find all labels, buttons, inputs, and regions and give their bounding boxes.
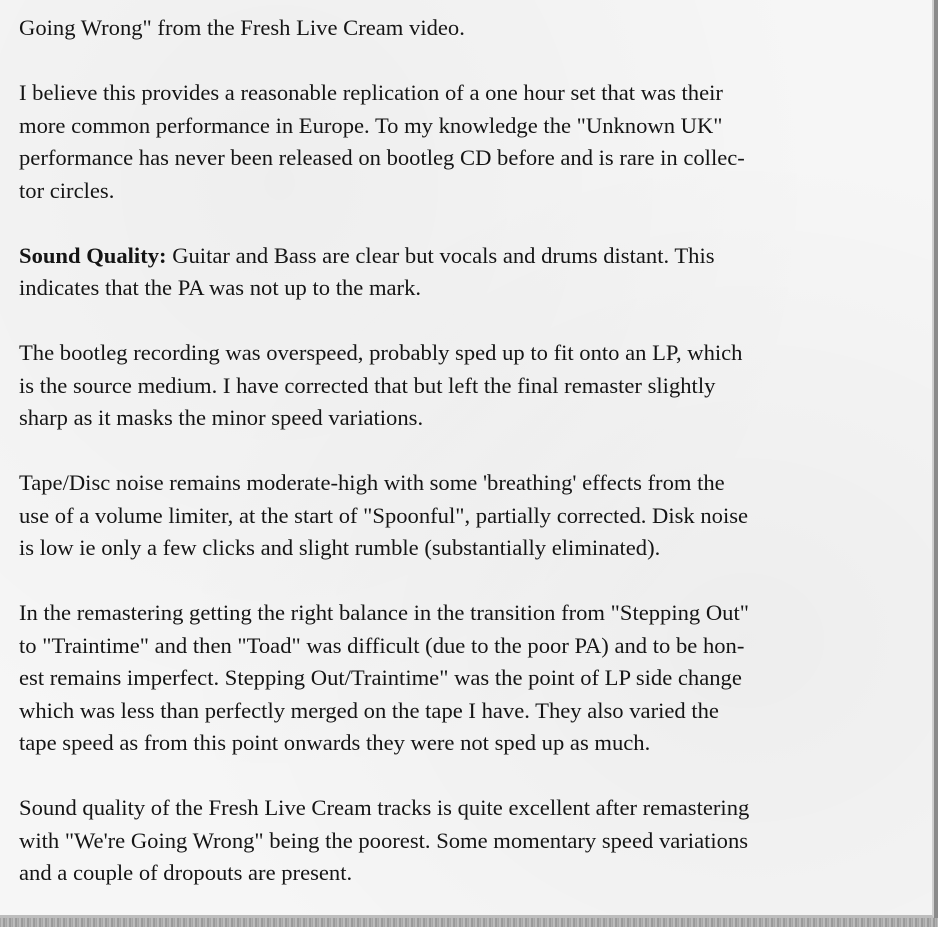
text-line: performance has never been released on bootleg CD before and is rare in collec- <box>19 145 745 170</box>
page-edge-bottom <box>0 918 938 927</box>
text-line: Sound quality of the Fresh Live Cream tracks is quite excellent after remastering <box>19 795 750 820</box>
text-line: tor circles. <box>19 177 115 203</box>
paragraph-sound-quality <box>19 240 924 305</box>
text-line: In the remastering getting the right balance in the transition from "Stepping Out" <box>19 600 749 625</box>
text-line: to "Traintime" and then "Toad" was difficult (due to the poor PA) and to be hon- <box>19 632 745 658</box>
text-line: is the source medium. I have corrected that but left the final remaster slightly <box>19 372 716 398</box>
text-line: Tape/Disc noise remains moderate-high with some 'breathing' effects from the <box>19 470 725 495</box>
text-line: with "We're Going Wrong" being the poorest. Some momentary speed variations <box>19 827 749 853</box>
paragraph-overspeed <box>19 337 924 435</box>
text-line: tape speed as from this point onwards they were not sped up as much. <box>19 730 651 755</box>
text-line: use of a volume limiter, at the start of "Spoonful", partially corrected. Disk noise <box>19 502 749 528</box>
sound-quality-heading: Sound Quality: <box>19 242 167 268</box>
paragraph-remastering <box>19 597 924 760</box>
text-line: is low ie only a few clicks and slight rumble (substantially eliminated). <box>19 535 661 560</box>
text-line: Guitar and Bass are clear but vocals and drums distant. This <box>166 242 715 268</box>
text-line: est remains imperfect. Stepping Out/Traintime" was the point of LP side change <box>19 665 742 690</box>
paragraph-fresh-live-cream <box>19 792 924 890</box>
text-line: The bootleg recording was overspeed, probably sped up to fit onto an LP, which <box>19 340 743 365</box>
page-edge-right <box>934 0 938 927</box>
text-line: I believe this provides a reasonable replication of a one hour set that was their <box>19 80 723 105</box>
document-text <box>19 12 924 890</box>
text-line: and a couple of dropouts are present. <box>19 860 353 885</box>
paragraph-intro-fragment <box>19 12 924 45</box>
text-line: more common performance in Europe. To my knowledge the "Unknown UK" <box>19 112 723 138</box>
paragraph-tape-noise <box>19 467 924 565</box>
text-line: which was less than perfectly merged on the tape I have. They also varied the <box>19 697 719 723</box>
paragraph-set-replication <box>19 77 924 207</box>
text-line: sharp as it masks the minor speed variations. <box>19 405 424 430</box>
text-line: Going Wrong" from the Fresh Live Cream video. <box>19 15 465 40</box>
text-line: indicates that the PA was not up to the mark. <box>19 275 422 300</box>
